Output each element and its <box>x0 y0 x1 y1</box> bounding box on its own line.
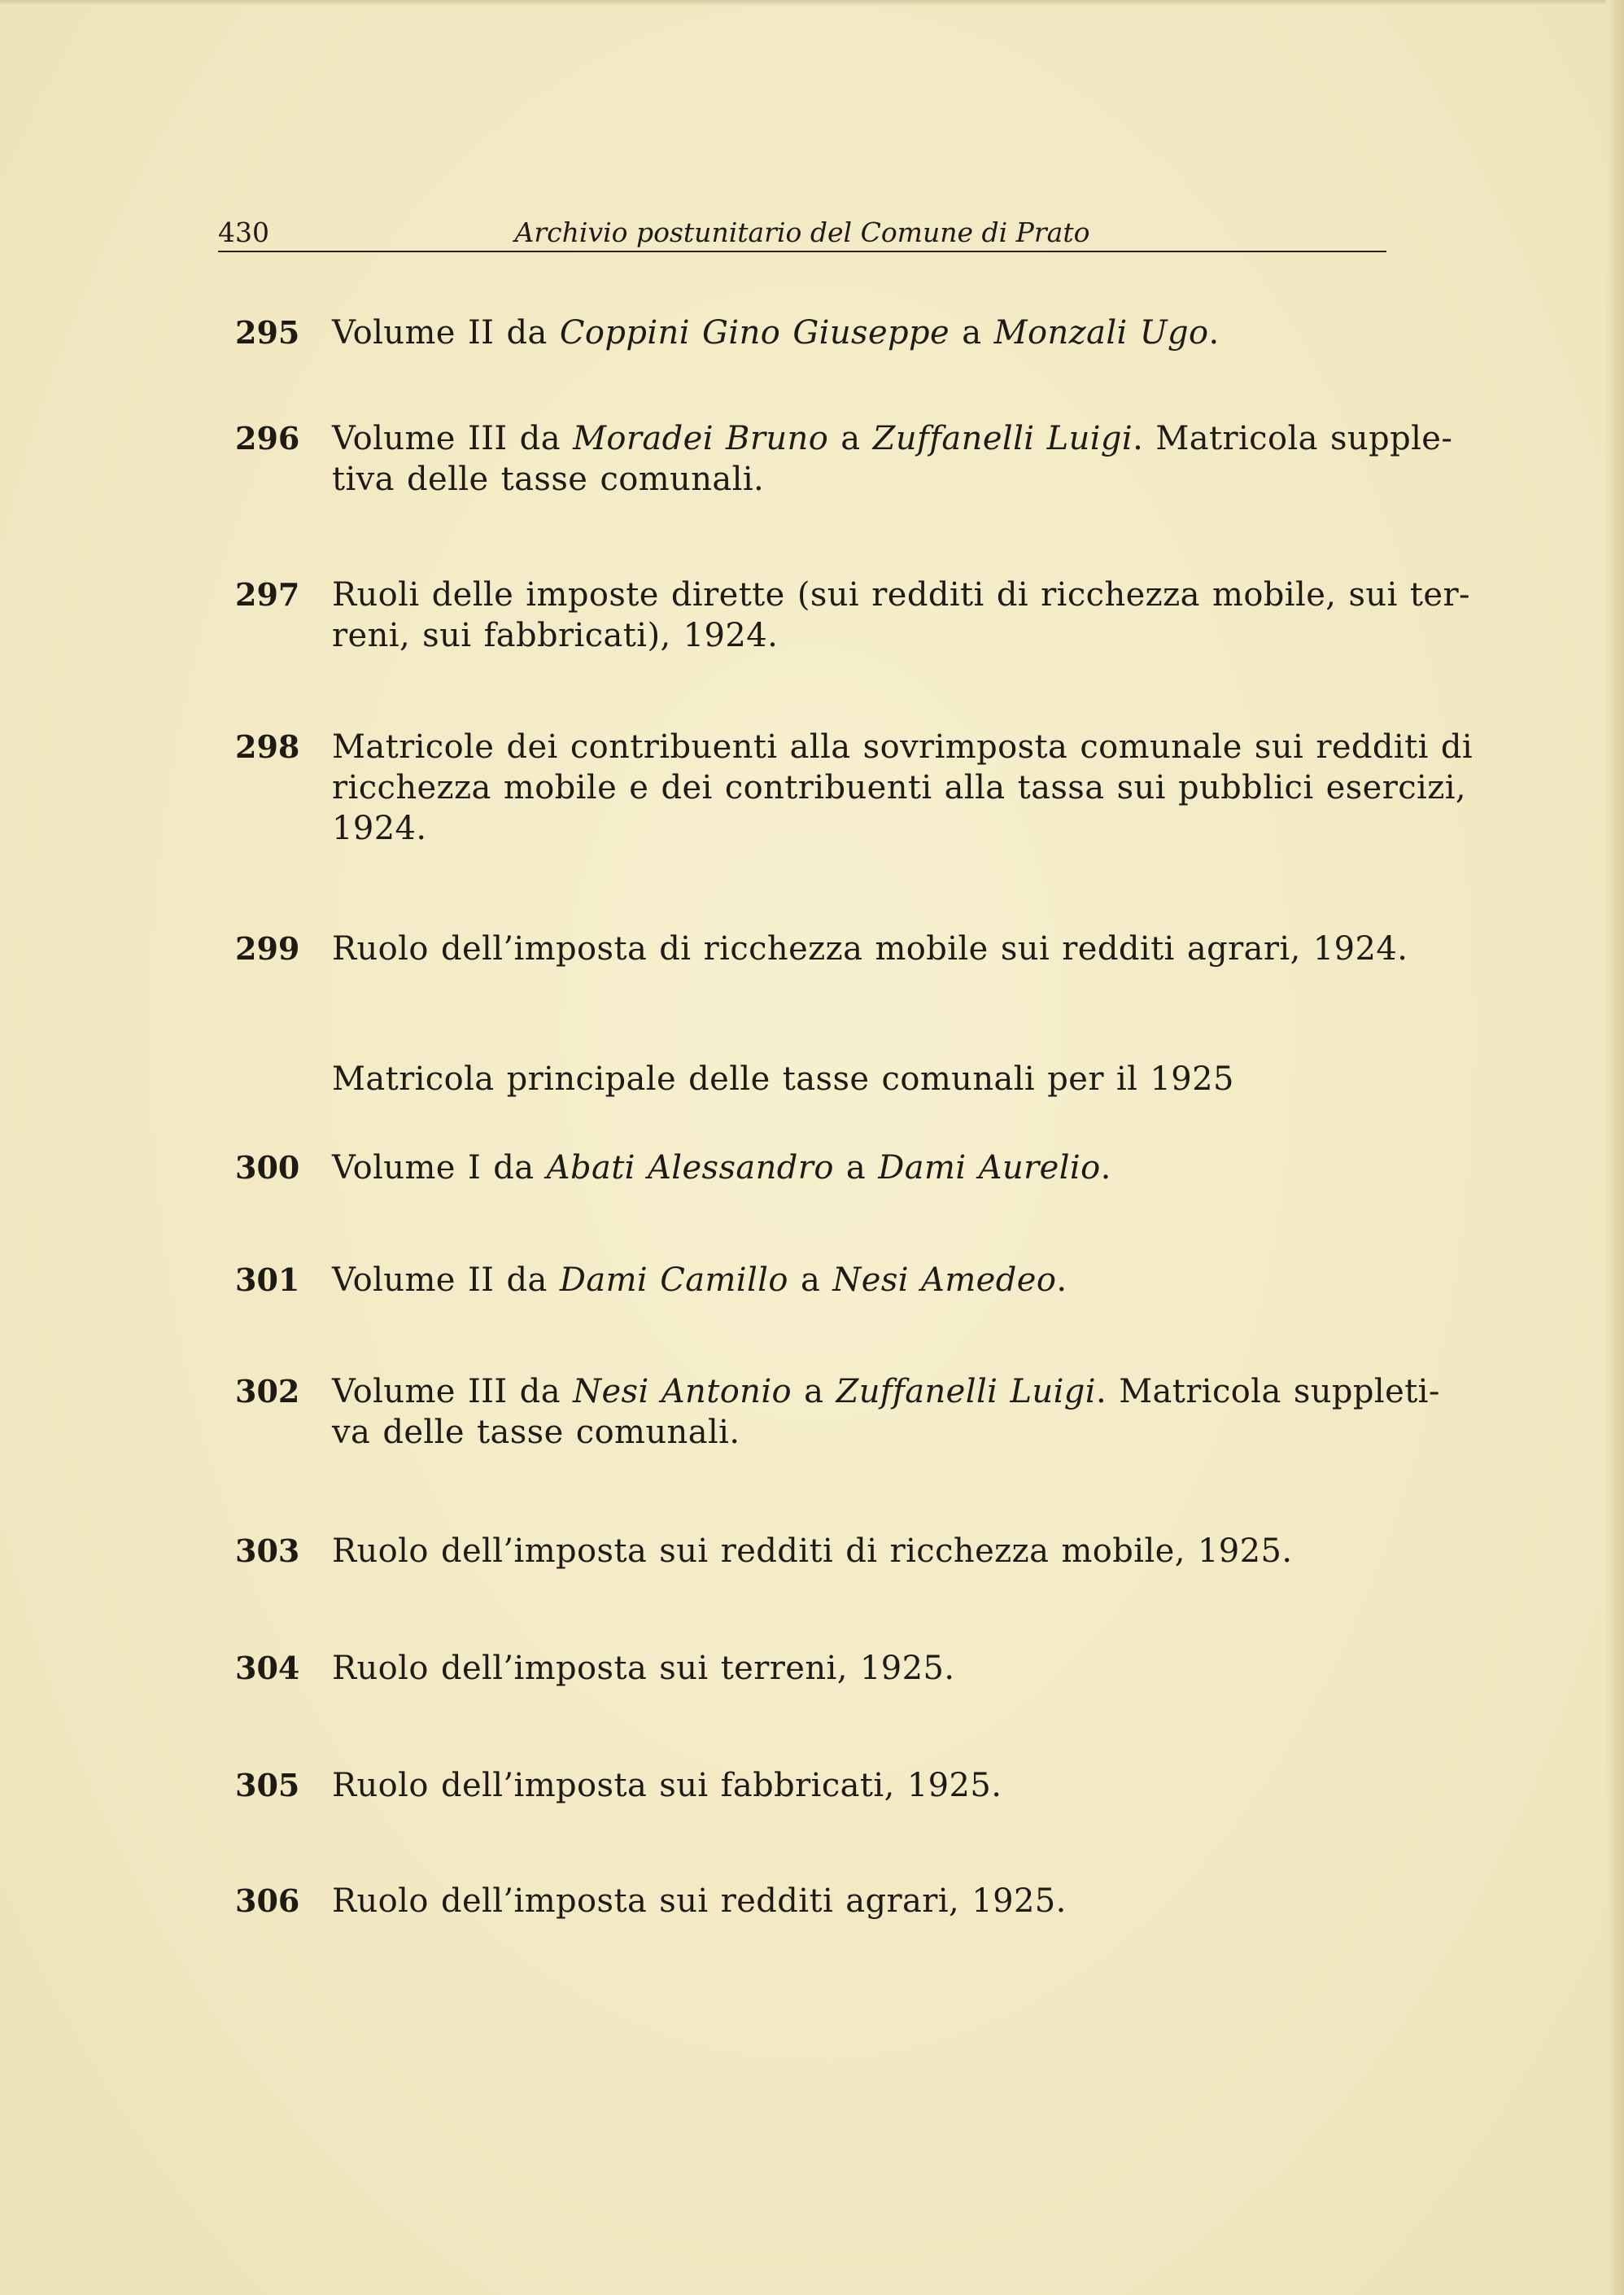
entry-number: 304 <box>235 1650 300 1686</box>
page-right-edge <box>1606 0 1624 2295</box>
entry-line: tiva delle tasse comunali. <box>332 461 765 498</box>
entry-text <box>332 1648 1386 1689</box>
entry-text <box>332 1371 1440 1453</box>
entry-number: 296 <box>235 420 300 457</box>
entry-text <box>332 727 1473 849</box>
entry-line: Ruolo dell’imposta di ricchezza mobile sui redditi agrari, 1924. <box>332 930 1408 968</box>
running-title: Archivio postunitario del Comune di Prato <box>514 216 1090 248</box>
entry-text <box>332 1260 1386 1300</box>
entry-line: ricchezza mobile e dei contribuenti alla tassa sui pubblici esercizi, <box>332 769 1467 807</box>
entry-number: 302 <box>235 1373 300 1410</box>
text-run: a <box>788 1261 833 1299</box>
text-run: Volume II da <box>332 1261 560 1299</box>
entry-line <box>332 313 1386 353</box>
text-run: Volume I da <box>332 1149 547 1187</box>
text-run: . Matricola supple- <box>1133 420 1453 457</box>
section-heading-text <box>332 1059 1386 1099</box>
entry-number: 300 <box>235 1149 300 1186</box>
text-run: Volume III da <box>332 420 574 457</box>
entry-text <box>332 1881 1386 1921</box>
entry-number: 303 <box>235 1532 300 1569</box>
person-name: Moradei Bruno <box>573 420 829 457</box>
person-name: Nesi Antonio <box>573 1373 792 1410</box>
entry-text <box>332 313 1386 353</box>
text-run: Volume III da <box>332 1373 574 1410</box>
text-run: Volume II da <box>332 314 560 352</box>
person-name: Dami Aurelio <box>878 1149 1101 1187</box>
entry-line: Ruoli delle imposte dirette (sui redditi di ricchezza mobile, sui ter- <box>332 576 1470 614</box>
person-name: Zuffanelli Luigi <box>836 1373 1096 1410</box>
text-run: . <box>1100 1149 1111 1187</box>
entry-text <box>332 418 1453 500</box>
entry-line <box>332 418 1453 459</box>
entry-text <box>332 929 1408 969</box>
entry-line: Matricole dei contribuenti alla sovrimposta comunale sui redditi di <box>332 728 1473 766</box>
page-top-edge <box>0 0 1624 7</box>
entry-number: 299 <box>235 930 300 967</box>
entry-line <box>332 1148 1386 1188</box>
entry-line: Ruolo dell’imposta sui redditi di ricchezza mobile, 1925. <box>332 1532 1293 1570</box>
entry-number: 298 <box>235 728 300 765</box>
entry-number: 305 <box>235 1767 300 1803</box>
running-head <box>218 210 1386 252</box>
entry-number: 306 <box>235 1882 300 1919</box>
text-run: . <box>1056 1261 1067 1299</box>
person-name: Coppini Gino Giuseppe <box>559 314 950 352</box>
text-run: a <box>792 1373 836 1410</box>
text-run: . Matricola suppleti- <box>1095 1373 1440 1410</box>
entry-text <box>332 1148 1386 1188</box>
person-name: Zuffanelli Luigi <box>872 420 1133 457</box>
entry-text <box>332 1765 1386 1806</box>
entry-number: 295 <box>235 314 300 351</box>
person-name: Abati Alessandro <box>546 1149 834 1187</box>
text-run: a <box>833 1149 879 1187</box>
person-name: Nesi Amedeo <box>832 1261 1057 1299</box>
text-run: a <box>828 420 873 457</box>
person-name: Monzali Ugo <box>993 314 1209 352</box>
entry-line <box>332 1260 1386 1300</box>
entry-number: 301 <box>235 1261 300 1298</box>
entry-line <box>332 1371 1440 1412</box>
entry-line: Ruolo dell’imposta sui terreni, 1925. <box>332 1650 955 1687</box>
entry-number: 297 <box>235 576 300 613</box>
page-number: 430 <box>218 216 269 248</box>
entry-line: Ruolo dell’imposta sui fabbricati, 1925. <box>332 1767 1002 1804</box>
entry-line: Ruolo dell’imposta sui redditi agrari, 1925. <box>332 1882 1067 1920</box>
entry-text <box>332 575 1470 656</box>
person-name: Dami Camillo <box>559 1261 788 1299</box>
entry-line: Matricola principale delle tasse comunali per il 1925 <box>332 1060 1234 1098</box>
entry-text <box>332 1531 1386 1572</box>
entry-line: reni, sui fabbricati), 1924. <box>332 617 779 654</box>
entry-line: 1924. <box>332 810 427 847</box>
entry-line: va delle tasse comunali. <box>332 1414 740 1451</box>
text-run: . <box>1208 314 1220 352</box>
text-run: a <box>950 314 994 352</box>
